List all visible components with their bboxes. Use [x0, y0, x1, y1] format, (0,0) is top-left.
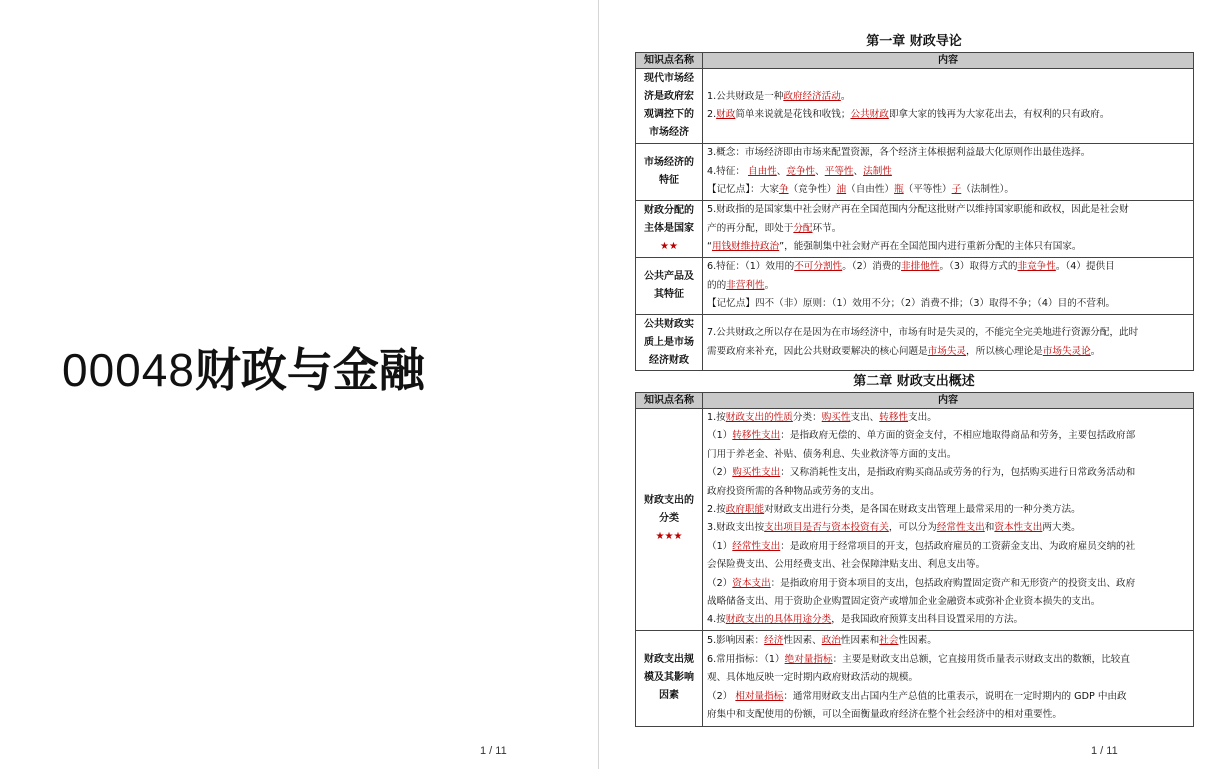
content-text: 、: [853, 165, 864, 177]
content-line: [707, 593, 1190, 611]
key-term: 非排他性: [901, 261, 940, 273]
key-term: 转移性支出: [732, 430, 781, 442]
knowledge-point-label: 分类: [659, 513, 679, 525]
key-term: 转移性: [879, 412, 909, 423]
content-line: [707, 238, 1190, 256]
knowledge-point-label: 主体是国家: [644, 223, 694, 234]
header-content: 内容: [703, 393, 1194, 409]
content-line: [707, 220, 1190, 238]
content-line: [707, 277, 1190, 295]
content-text: 7.公共财政之所以存在是因为在市场经济中，市场有时是失灵的，不能完全完美地进行资源分配，此时: [707, 327, 1139, 339]
table-row: [636, 201, 1194, 258]
content-text: 、: [815, 165, 825, 177]
key-term: 财政支出的性质: [725, 412, 793, 423]
key-term: 竞争性: [786, 165, 816, 177]
key-term: 瓶: [894, 184, 904, 196]
content-text: 观、具体地反映一定时期内政府财政活动的规模。: [707, 672, 919, 684]
content-line: [707, 201, 1190, 219]
course-name: 财政与金融: [194, 343, 425, 397]
content-text: （2）: [707, 690, 736, 702]
key-term: 支出项目是否与资本投资有关: [764, 522, 889, 534]
content-text: 性因素。: [898, 635, 937, 647]
knowledge-point-label: 观调控下的: [644, 109, 694, 120]
importance-stars: ★★: [660, 241, 678, 252]
content-cell: [703, 201, 1194, 258]
content-text: 会保险费支出、公用经费支出、社会保障津贴支出、利息支出等。: [707, 559, 986, 571]
key-term: 分配: [793, 222, 813, 234]
content-text: 。（2）消费的: [842, 261, 902, 273]
content-line: [707, 258, 1190, 276]
content-line: [707, 144, 1190, 162]
content-line: [707, 324, 1190, 342]
key-term: 经常性支出: [732, 540, 781, 552]
content-text: 即拿大家的钱再为大家花出去，有权利的只有政府。: [888, 109, 1110, 120]
key-term: 子: [951, 184, 962, 196]
key-term: 经常性支出: [936, 522, 985, 534]
content-text: 简单来说就是花钱和收钱；: [735, 109, 851, 120]
course-code: 00048: [62, 344, 195, 396]
content-text: 【记忆点】：大家: [707, 184, 779, 196]
content-line: [707, 409, 1190, 427]
knowledge-point-label: 财政分配的: [644, 205, 694, 216]
content-text: 的的: [707, 279, 727, 291]
content-text: 5.影响因素：: [707, 635, 765, 647]
key-term: 政府职能: [725, 504, 765, 516]
content-text: 分类：: [792, 412, 822, 423]
stars-line: [638, 528, 700, 546]
table-row: [636, 69, 1194, 144]
key-term: 购买性支出: [732, 467, 781, 479]
knowledge-point-cell: [636, 69, 703, 144]
content-text: ：又称消耗性支出，是指政府购买商品或劳务的行为，包括购买进行日常政务活动和: [780, 467, 1136, 479]
header-point-name: 知识点名称: [636, 393, 703, 409]
content-text: 支出、: [850, 412, 880, 423]
content-line: [707, 706, 1190, 724]
key-term: 市场失灵: [927, 345, 967, 357]
knowledge-point-label: 公共产品及: [644, 271, 694, 282]
content-text: 1.公共财政是一种: [707, 90, 784, 102]
knowledge-point-label: 质上是市场: [644, 336, 694, 348]
content-text: 4.特征：: [707, 165, 748, 177]
content-text: 。（3）取得方式的: [939, 261, 1018, 273]
content-text: ”，能强制集中社会财产再在全国范围内进行重新分配的主体只有国家。: [779, 241, 1082, 253]
content-line: [707, 446, 1190, 464]
content-text: 需要政府来补充，因此公共财政要解决的核心问题是: [707, 345, 928, 357]
page-number-left: 1 / 11: [480, 745, 507, 757]
key-term: 政治: [821, 635, 841, 647]
content-text: 产的再分配，即处于: [707, 222, 794, 234]
table-row: [636, 630, 1194, 726]
content-text: 3.概念：市场经济即由市场来配置资源，各个经济主体根据利益最大化原则作出最佳选择。: [707, 147, 1091, 159]
content-text: 支出。: [908, 412, 937, 423]
right-page: [599, 0, 1207, 769]
content-text: 。: [1090, 345, 1101, 357]
knowledge-point-label: 因素: [659, 690, 679, 702]
knowledge-point-label: 济是政府宏: [644, 91, 694, 102]
key-term: 油: [836, 184, 847, 196]
content-cell: [703, 409, 1194, 631]
content-line: [707, 632, 1190, 650]
table-row: [636, 409, 1194, 631]
content-text: ，所以核心理论是: [966, 345, 1043, 357]
content-text: ：是指政府用于资本项目的支出，包括政府购置固定资产和无形资产的投资支出、政府: [770, 577, 1136, 589]
content-text: （平等性）: [903, 184, 952, 196]
knowledge-point-label: 市场经济的: [644, 157, 694, 168]
content-text: 6.特征：（1）效用的: [707, 261, 795, 273]
cover-title: [62, 340, 425, 400]
knowledge-point-label: 经济财政: [649, 354, 689, 366]
key-term: 平等性: [824, 165, 854, 177]
content-text: 1.按: [707, 412, 726, 423]
content-text: 6.常用指标：（1）: [707, 653, 785, 665]
content-line: [707, 688, 1190, 706]
content-line: [707, 106, 1190, 124]
importance-stars: ★★★: [655, 531, 683, 543]
knowledge-point-label: 公共财政实: [644, 318, 694, 330]
content-line: [707, 295, 1190, 313]
content-text: （1）: [707, 430, 733, 442]
content-text: 。: [840, 90, 851, 102]
key-term: 自由性: [747, 165, 777, 177]
key-term: 相对量指标: [735, 690, 784, 702]
header-point-name: 知识点名称: [636, 53, 703, 69]
content-line: [707, 501, 1190, 519]
key-term: 市场失灵论: [1042, 345, 1091, 357]
content-line: [707, 88, 1190, 106]
table-row: [636, 144, 1194, 201]
knowledge-point-cell: [636, 258, 703, 315]
key-term: 绝对量指标: [784, 653, 833, 665]
content-text: 、: [776, 165, 787, 177]
content-line: [707, 343, 1190, 361]
content-line: [707, 181, 1190, 199]
key-term: 公共财政: [850, 109, 889, 120]
knowledge-point-label: 特征: [659, 175, 679, 186]
key-term: 法制性: [863, 165, 892, 177]
key-term: 经济: [764, 635, 784, 647]
stars-line: [638, 238, 700, 256]
key-term: 不可分割性: [794, 261, 843, 273]
content-line: [707, 575, 1190, 593]
content-text: 【记忆点】四不（非）原则：（1）效用不分；（2）消费不排；（3）取得不争；（4）目的不营利。: [707, 298, 1116, 310]
content-line: [707, 519, 1190, 537]
content-text: 。: [764, 279, 775, 291]
content-text: 性因素、: [783, 635, 822, 647]
knowledge-point-label: 市场经济: [649, 127, 689, 138]
knowledge-point-label: 财政支出规: [644, 654, 694, 666]
key-term: 财政: [716, 109, 736, 120]
page-number-right: 1 / 11: [1091, 745, 1118, 757]
chapter2-table: [635, 392, 1194, 727]
content-text: 2.按: [707, 504, 726, 516]
knowledge-point-label: 其特征: [654, 289, 684, 300]
chapter1-table: [635, 52, 1194, 371]
knowledge-point-cell: [636, 630, 703, 726]
content-line: [707, 611, 1190, 629]
key-term: 政府经济活动: [783, 90, 841, 102]
key-term: 社会: [879, 635, 899, 647]
content-text: 3.财政支出按: [707, 522, 765, 534]
content-text: ：是政府用于经常项目的开支，包括政府雇员的工资薪金支出、为政府雇员交纳的社: [780, 540, 1136, 552]
key-term: 购买性: [821, 412, 851, 423]
content-text: ，是我国政府预算支出科目设置采用的方法。: [831, 614, 1024, 626]
content-text: 对财政支出进行分类，是各国在财政支出管理上最常采用的一种分类方法。: [764, 504, 1081, 516]
content-text: 4.按: [707, 614, 726, 626]
knowledge-point-label: 现代市场经: [644, 73, 694, 84]
content-text: 政府投资所需的各种物品或劳务的支出。: [707, 485, 880, 497]
content-text: 府集中和支配使用的份额，可以全面衡量政府经济在整个社会经济中的相对重要性。: [707, 708, 1062, 720]
content-text: 战略储备支出、用于资助企业购置固定资产或增加企业金融资本或弥补企业资本损失的支出。: [707, 596, 1101, 608]
content-text: 和: [984, 522, 995, 534]
key-term: 资本性支出: [994, 522, 1043, 534]
content-text: 5.财政指的是国家集中社会财产再在全国范围内分配这批财产以维持国家职能和政权，因此是社会财: [707, 204, 1129, 216]
key-term: 非营利性: [726, 279, 765, 291]
content-text: （2）: [707, 577, 733, 589]
knowledge-point-cell: [636, 409, 703, 631]
content-line: [707, 483, 1190, 501]
content-text: （自由性）: [846, 184, 895, 196]
knowledge-point-label: 模及其影响: [644, 672, 694, 684]
content-text: 性因素和: [840, 635, 880, 647]
key-term: 资本支出: [732, 577, 771, 589]
content-text: （1）: [707, 540, 733, 552]
table-row: [636, 315, 1194, 371]
chapter2-title: 第二章 财政支出概述: [853, 374, 975, 389]
content-text: 环节。: [812, 222, 842, 234]
content-cell: [703, 144, 1194, 201]
key-term: 非竞争性: [1017, 261, 1056, 273]
chapter1-title: 第一章 财政导论: [866, 34, 962, 49]
content-text: 门用于养老金、补贴、债务利息、失业救济等方面的支出。: [707, 448, 957, 460]
knowledge-point-cell: [636, 201, 703, 258]
key-term: 争: [778, 184, 789, 196]
content-cell: [703, 315, 1194, 371]
content-text: 。（4）提供目: [1055, 261, 1115, 273]
table-row: [636, 258, 1194, 315]
left-page: [0, 0, 598, 769]
content-cell: [703, 69, 1194, 144]
content-text: “: [707, 241, 712, 253]
content-cell: [703, 258, 1194, 315]
knowledge-point-cell: [636, 144, 703, 201]
content-text: （法制性）。: [961, 184, 1014, 196]
knowledge-point-cell: [636, 315, 703, 371]
content-text: ：主要是财政支出总额，它直接用货币量表示财政支出的数额，比较直: [832, 653, 1130, 665]
content-text: 2.: [707, 109, 717, 120]
header-content: 内容: [703, 53, 1194, 69]
content-line: [707, 427, 1190, 445]
content-text: ：通常用财政支出占国内生产总值的比重表示，说明在一定时期内的 GDP 中由政: [783, 690, 1127, 702]
content-cell: [703, 630, 1194, 726]
content-line: [707, 556, 1190, 574]
knowledge-point-label: 财政支出的: [644, 495, 694, 507]
content-text: ，可以分为: [888, 522, 937, 534]
key-term: 财政支出的具体用途分类: [725, 614, 832, 626]
key-term: 用钱财维持政治: [711, 241, 780, 253]
content-line: [707, 669, 1190, 687]
content-line: [707, 464, 1190, 482]
content-line: [707, 651, 1190, 669]
content-text: 两大类。: [1042, 522, 1081, 534]
content-text: ：是指政府无偿的、单方面的资金支付，不相应地取得商品和劳务，主要包括政府部: [780, 430, 1136, 442]
content-line: [707, 163, 1190, 181]
content-text: （竞争性）: [788, 184, 837, 196]
content-line: [707, 538, 1190, 556]
content-text: （2）: [707, 467, 733, 479]
